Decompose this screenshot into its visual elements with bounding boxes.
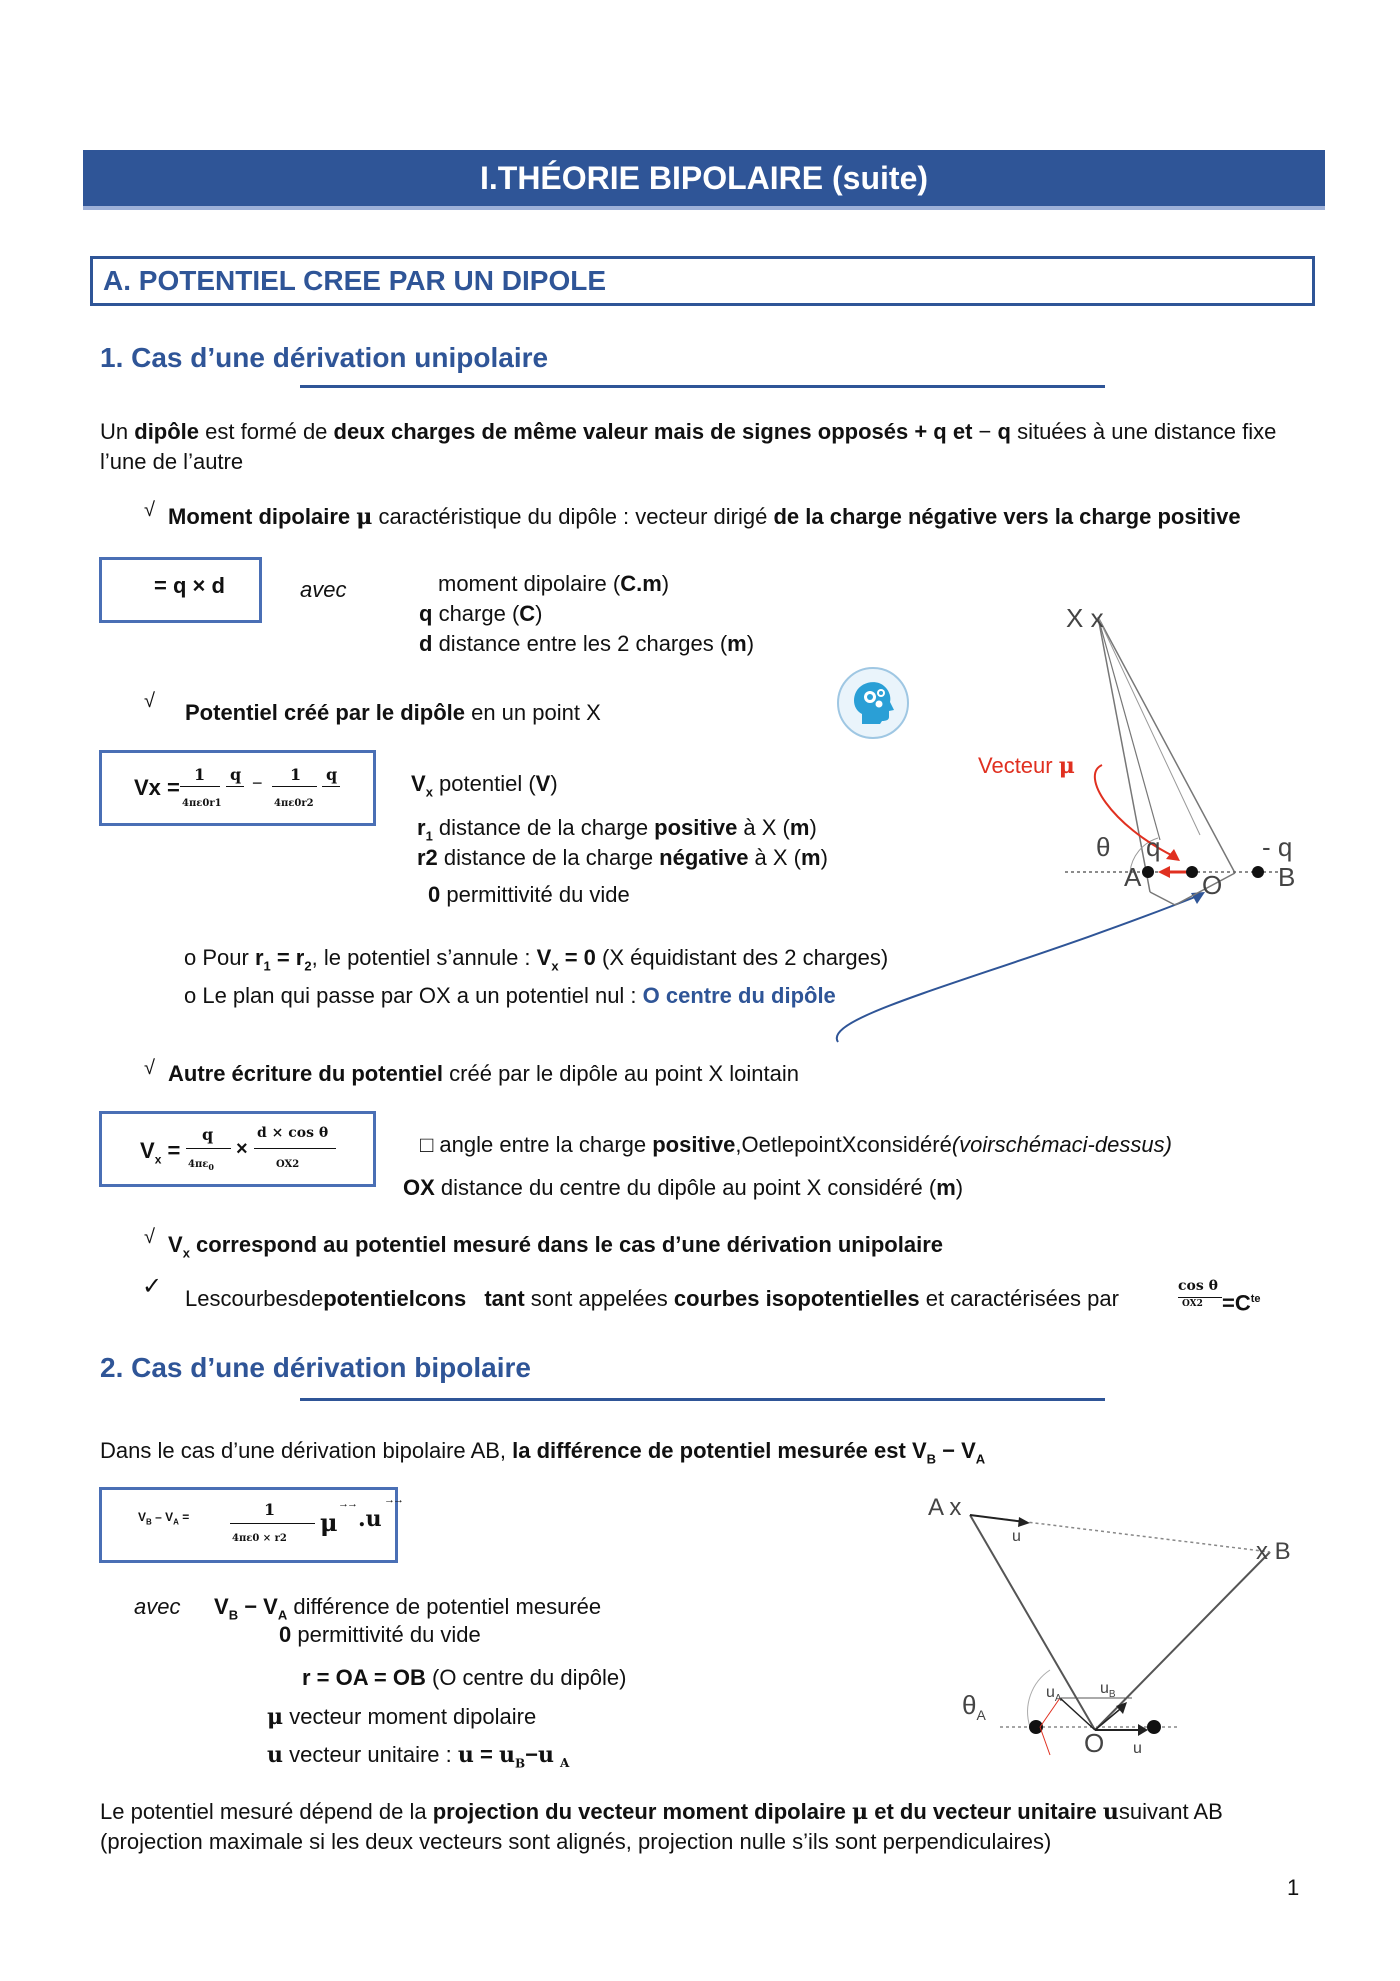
page-number: 1 bbox=[1287, 1875, 1300, 1900]
arrow-head bbox=[1018, 1517, 1030, 1527]
fraction-bar bbox=[180, 786, 220, 787]
potential-def-2: $r_1$ distance de la charge positive à X (m) bbox=[417, 815, 817, 844]
potential-formula-box bbox=[99, 750, 376, 826]
charge-dot-left bbox=[1029, 1720, 1043, 1734]
point-a-label: A bbox=[1124, 862, 1142, 892]
vx-line: $V_x$ correspond au potentiel mesuré dans le cas d’une dérivation unipolaire bbox=[168, 1232, 943, 1261]
formula-times: × bbox=[236, 1138, 248, 1160]
check-mark: √ bbox=[144, 1057, 155, 1079]
intro-line-1: Un dipôle est formé de deux charges de même valeur mais de signes opposés + q et − q situées à une distance fixe bbox=[100, 419, 1277, 444]
bipolar-formula-box bbox=[99, 1487, 402, 1563]
final-line-1: Le potentiel mesuré dépend de la projection du vecteur moment dipolaire μ et du vecteur unitaire usuivant AB bbox=[100, 1799, 1223, 1825]
q-negative-label: - q bbox=[1262, 832, 1293, 862]
charge-dot-right bbox=[1147, 1720, 1161, 1734]
line-a-o bbox=[1150, 892, 1175, 905]
other-def-1: □ angle entre la charge positive,OetlepointXconsidéré(voirschémaci-dessus) bbox=[420, 1132, 1172, 1157]
formula-num-2: d × cos θ bbox=[257, 1125, 329, 1141]
subsection-2-underline bbox=[300, 1398, 1105, 1401]
q-positive-label: q bbox=[1146, 832, 1161, 862]
bipolar-def-2: 0 permittivité du vide bbox=[279, 1622, 481, 1647]
check-mark: √ bbox=[144, 690, 155, 712]
formula-num-2: 1 bbox=[290, 765, 302, 784]
formula-q-2: q bbox=[326, 765, 338, 784]
iso-line: Lescourbesdepotentielcons tant sont appelées courbes isopotentielles et caractérisées par bbox=[185, 1286, 1119, 1311]
line-o-b bbox=[1095, 1552, 1270, 1730]
moment-formula: = q × d bbox=[154, 573, 225, 598]
check-mark: √ bbox=[144, 1226, 155, 1248]
potential-def-3: r2 distance de la charge négative à X (m) bbox=[417, 845, 828, 870]
other-def-2: OX distance du centre du dipôle au point X considéré (m) bbox=[403, 1175, 964, 1200]
theta-a-label: $\theta_A$ bbox=[962, 1690, 986, 1724]
fraction-bar bbox=[230, 1523, 315, 1524]
bipolar-diagram bbox=[920, 1490, 1320, 1780]
formula-den-2: OX2 bbox=[276, 1159, 300, 1170]
moment-def-2: q charge (C) bbox=[419, 601, 543, 626]
subsection-1-title: 1. Cas d’une dérivation unipolaire bbox=[100, 342, 549, 373]
point-o-label: O bbox=[1202, 870, 1223, 900]
u-vector-top bbox=[970, 1515, 1025, 1522]
formula-minus: − bbox=[252, 773, 263, 793]
bipolar-intro: Dans le cas d’une dérivation bipolaire AB, la différence de potentiel mesurée est $V_B - V_A$ bbox=[100, 1438, 986, 1467]
formula-q-1: q bbox=[230, 765, 242, 784]
formula-num-1: 1 bbox=[194, 765, 206, 784]
potential-note-1: o Pour $r_1 = r_2$, le potentiel s’annule : $V_x = 0$ (X équidistant des 2 charges) bbox=[184, 945, 889, 974]
other-line: Autre écriture du potentiel créé par le dipôle au point X lointain bbox=[168, 1061, 799, 1086]
formula-mu: μ bbox=[320, 1508, 338, 1537]
theta-label: θ bbox=[1096, 832, 1111, 862]
u-bottom-label: u bbox=[1133, 1740, 1142, 1757]
formula-den-1: 4πε0r1 bbox=[182, 798, 222, 809]
charge-center-dot bbox=[1186, 866, 1198, 878]
ua-vector bbox=[1060, 1698, 1095, 1730]
page-title: I.THÉORIE BIPOLAIRE (suite) bbox=[83, 150, 1325, 210]
point-b-label: x B bbox=[1256, 1538, 1291, 1565]
potential-line: Potentiel créé par le dipôle en un point X bbox=[185, 700, 601, 725]
other-formula-box bbox=[99, 1111, 376, 1187]
fraction-bar bbox=[254, 1148, 336, 1149]
iso-fraction-den: OX2 bbox=[1182, 1299, 1203, 1309]
potential-note-2: o Le plan qui passe par OX a un potentiel nul : O centre du dipôle bbox=[184, 983, 836, 1008]
diagram-pointer-arrow bbox=[837, 895, 1200, 1042]
ub-label: $u_B$ bbox=[1100, 1680, 1116, 1701]
formula-u: .u bbox=[358, 1506, 382, 1532]
final-line-2: (projection maximale si les deux vecteurs sont alignés, projection nulle s’ils sont perpendiculaires) bbox=[100, 1829, 1052, 1854]
moment-line: Moment dipolaire μ caractéristique du dipôle : vecteur dirigé de la charge négative vers la charge positive bbox=[168, 504, 1241, 530]
moment-def-1: moment dipolaire (C.m) bbox=[438, 571, 670, 596]
dipole-diagram bbox=[780, 595, 1320, 1065]
formula-num: 1 bbox=[264, 1500, 276, 1519]
line-x-b bbox=[1098, 617, 1235, 873]
point-a-label: A x bbox=[928, 1494, 962, 1521]
vector-arrow-icon: →→ bbox=[384, 1494, 402, 1506]
intro-line-2: l’une de l’autre bbox=[100, 449, 244, 474]
mu-vector-head bbox=[1158, 866, 1170, 878]
formula-den: 4πε0 × r2 bbox=[232, 1533, 287, 1544]
bipolar-def-1: $V_B - V_A$ différence de potentiel mesurée bbox=[214, 1594, 602, 1623]
fraction-bar bbox=[322, 786, 340, 787]
formula-lhs: $V_x$ = bbox=[140, 1138, 181, 1167]
moment-formula-box bbox=[99, 557, 262, 623]
formula-q: q bbox=[202, 1125, 214, 1144]
point-b-label: B bbox=[1278, 862, 1296, 892]
subsection-1-underline bbox=[300, 385, 1105, 388]
section-a-title: A. POTENTIEL CREE PAR UN DIPOLE bbox=[90, 256, 1315, 306]
formula-den-1: $4\pi\varepsilon_0$ bbox=[188, 1159, 214, 1172]
check-mark: ✓ bbox=[142, 1273, 163, 1300]
arrow-head bbox=[1138, 1724, 1148, 1736]
point-o-label: O bbox=[1084, 1728, 1105, 1758]
point-x-label: X x bbox=[1066, 603, 1104, 633]
bipolar-def-4: μ vecteur moment dipolaire bbox=[267, 1704, 537, 1730]
vector-arrow-icon: →→ bbox=[338, 1498, 356, 1510]
formula-den-2: 4πε0r2 bbox=[274, 798, 314, 809]
potential-def-4: 0 permittivité du vide bbox=[428, 882, 630, 907]
avec-label: avec bbox=[300, 577, 347, 602]
avec-label: avec bbox=[134, 1594, 181, 1619]
fraction-bar bbox=[186, 1148, 231, 1149]
u-top-label: u bbox=[1012, 1528, 1021, 1545]
charge-negative-dot bbox=[1252, 866, 1264, 878]
fraction-bar bbox=[272, 786, 317, 787]
charge-positive-dot bbox=[1142, 866, 1154, 878]
fraction-bar bbox=[1178, 1297, 1222, 1298]
bipolar-def-5: u vecteur unitaire : $u = u_B-u$ $_A$ bbox=[267, 1742, 570, 1771]
iso-fraction-num: cos θ bbox=[1178, 1278, 1218, 1294]
subsection-2-title: 2. Cas d’une dérivation bipolaire bbox=[100, 1352, 531, 1383]
formula-lhs: Vx = bbox=[134, 775, 180, 800]
red-projection bbox=[1040, 1727, 1050, 1755]
formula-lhs: $V_B - V_A$ = bbox=[138, 1510, 190, 1527]
arrow-head bbox=[1166, 849, 1180, 861]
iso-constant: $=C^{te}$ bbox=[1222, 1290, 1261, 1316]
fraction-bar bbox=[226, 786, 244, 787]
moment-def-3: d distance entre les 2 charges (m) bbox=[419, 631, 755, 656]
potential-def-1: $V_x$ potentiel (V) bbox=[411, 771, 558, 800]
check-mark: √ bbox=[144, 499, 155, 521]
ua-label: $u_A$ bbox=[1046, 1684, 1062, 1705]
vector-label: Vecteur μ bbox=[978, 753, 1075, 779]
bipolar-def-3: r = OA = OB (O centre du dipôle) bbox=[302, 1665, 627, 1690]
